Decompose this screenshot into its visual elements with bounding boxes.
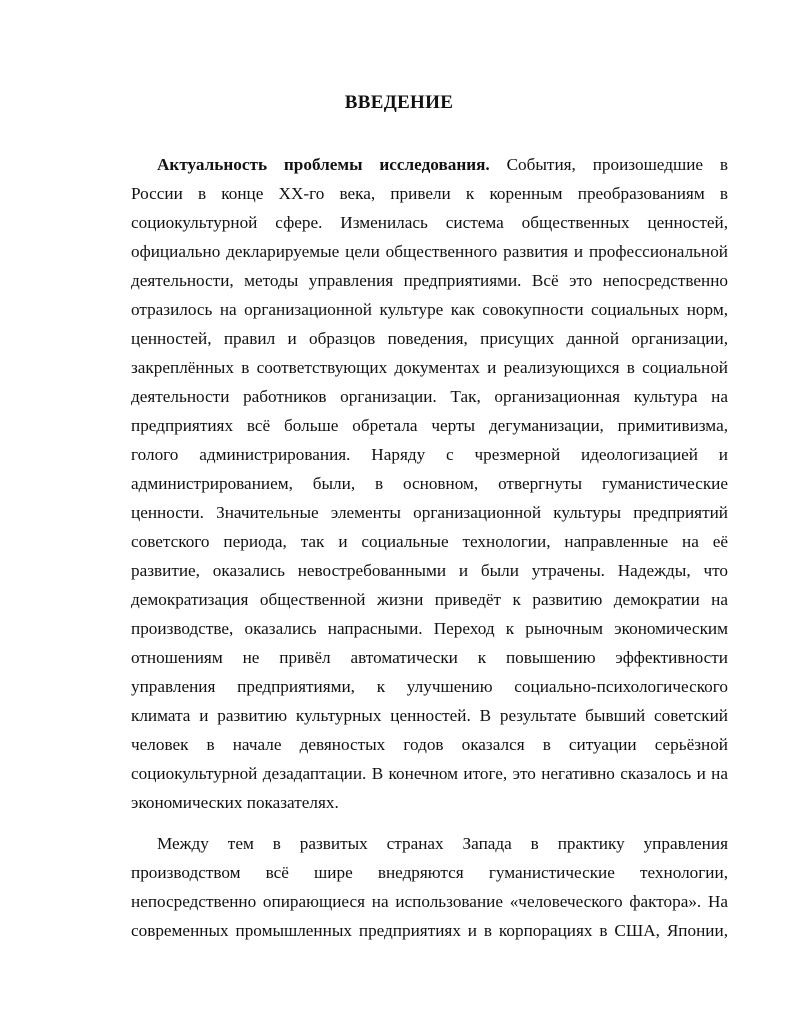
paragraph-relevance — [131, 150, 728, 817]
paragraph-line: современных промышленных предприятиях и в корпорациях в США, Японии, — [131, 921, 728, 940]
paragraph-line: экономических показателях. — [131, 793, 339, 812]
paragraph-line: человек в начале девяностых годов оказался в ситуации серьёзной — [131, 735, 728, 754]
paragraph-line: производством всё шире внедряются гуманистические технологии, — [131, 863, 728, 882]
paragraph-line: деятельности, методы управления предприятиями. Всё это непосредственно — [131, 271, 728, 290]
paragraph-line: официально декларируемые цели общественного развития и профессиональной — [131, 242, 728, 261]
page-title: ВВЕДЕНИЕ — [344, 92, 454, 113]
paragraph-line: голого администрирования. Наряду с чрезмерной идеологизацией и — [131, 445, 728, 464]
paragraph-line: отразилось на организационной культуре как совокупности социальных норм, — [131, 300, 728, 319]
paragraph-line: климата и развитию культурных ценностей. В результате бывший советский — [131, 706, 728, 725]
paragraph-line: социокультурной сфере. Изменилась система общественных ценностей, — [131, 213, 728, 232]
paragraph-line: отношениям не привёл автоматически к повышению эффективности — [131, 648, 728, 667]
paragraph-western-practice — [131, 829, 728, 945]
paragraph-line: непосредственно опирающиеся на использование «человеческого фактора». На — [131, 892, 728, 911]
paragraph-line: ценностей, правил и образцов поведения, присущих данной организации, — [131, 329, 728, 348]
paragraph-line: Между тем в развитых странах Запада в практику управления — [157, 834, 728, 853]
paragraph-line: деятельности работников организации. Так, организационная культура на — [131, 387, 728, 406]
paragraph-lead: Актуальность проблемы исследования. — [157, 155, 490, 174]
paragraph-line: социокультурной дезадаптации. В конечном итоге, это негативно сказалось и на — [131, 764, 728, 783]
paragraph-line: предприятиях всё больше обретала черты дегуманизации, примитивизма, — [131, 416, 728, 435]
paragraph-line: развитие, оказались невостребованными и были утрачены. Надежды, что — [131, 561, 728, 580]
paragraph-line: администрированием, были, в основном, отвергнуты гуманистические — [131, 474, 728, 493]
paragraph-line-text: События, произошедшие в — [489, 155, 728, 174]
paragraph-line: демократизация общественной жизни приведёт к развитию демократии на — [131, 590, 728, 609]
paragraph-line: управления предприятиями, к улучшению социально-психологического — [131, 677, 728, 696]
paragraph-line — [131, 150, 728, 179]
paragraph-line: производстве, оказались напрасными. Переход к рыночным экономическим — [131, 619, 728, 638]
paragraph-line: советского периода, так и социальные технологии, направленные на её — [131, 532, 728, 551]
paragraph-line: ценности. Значительные элементы организационной культуры предприятий — [131, 503, 728, 522]
paragraph-line: России в конце XX-го века, привели к коренным преобразованиям в — [131, 184, 728, 203]
paragraph-line: закреплённых в соответствующих документах и реализующихся в социальной — [131, 358, 728, 377]
